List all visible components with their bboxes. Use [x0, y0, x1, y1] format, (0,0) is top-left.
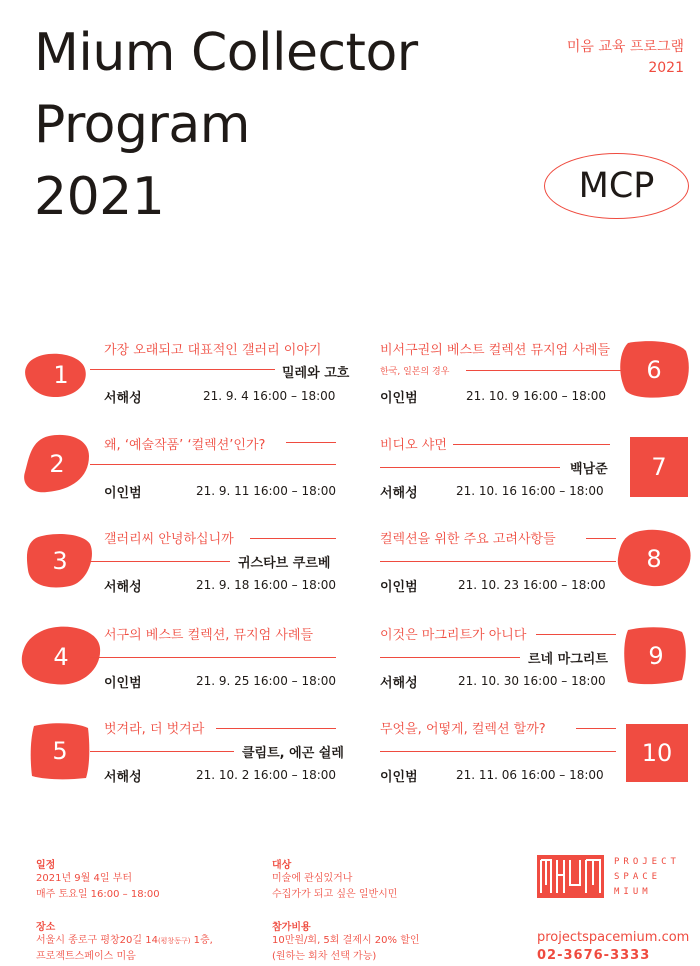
session-10	[350, 718, 680, 788]
schedule-line-1: 2021년 9월 4일 부터	[36, 873, 133, 884]
divider-line	[380, 561, 616, 562]
session-number: 5	[52, 737, 68, 765]
divider-line	[90, 751, 234, 752]
session-number: 1	[53, 361, 69, 389]
divider-line	[450, 444, 610, 445]
session-number: 9	[648, 642, 664, 670]
session-6	[350, 339, 680, 409]
session-speaker: 이인범	[104, 676, 142, 691]
session-date: 21. 9. 4 16:00 – 18:00	[203, 389, 336, 403]
session-speaker: 서해성	[104, 580, 142, 595]
session-subtitle: 백남준	[570, 458, 608, 477]
session-8	[350, 528, 680, 598]
session-speaker: 서해성	[104, 770, 142, 785]
session-speaker: 이인범	[380, 770, 418, 785]
program-year: 2021	[648, 60, 684, 76]
schedule-label: 일정	[36, 860, 56, 871]
title-line-3: 2021	[34, 167, 165, 227]
title-line-1: Mium Collector	[34, 23, 418, 83]
divider-line	[586, 538, 616, 539]
session-date: 21. 10. 30 16:00 – 18:00	[458, 674, 606, 688]
place-line-1: 서울시 종로구 평창20길 14(평창동구) 1층,	[36, 935, 213, 946]
session-date: 21. 11. 06 16:00 – 18:00	[456, 768, 604, 782]
logo-text-space: SPACE	[614, 872, 662, 882]
session-title: 컬렉션을 위한 주요 고려사항들	[380, 528, 562, 547]
divider-line	[90, 464, 336, 465]
fee-label: 참가비용	[272, 922, 311, 933]
program-tag: 미음 교육 프로그램	[566, 39, 684, 55]
session-number: 10	[626, 724, 688, 782]
divider-line	[216, 728, 336, 729]
session-title: 왜, ‘예술작품’ ‘컬렉션’인가?	[104, 434, 271, 453]
session-speaker: 이인범	[380, 580, 418, 595]
session-speaker: 서해성	[380, 486, 418, 501]
fee-line-1: 10만원/회, 5회 결제시 20% 할인	[272, 935, 420, 946]
session-title: 갤러리씨 안녕하십니까	[104, 528, 240, 547]
session-1	[20, 339, 350, 409]
session-date: 21. 9. 11 16:00 – 18:00	[196, 484, 337, 498]
session-3	[20, 528, 350, 598]
session-speaker: 서해성	[104, 391, 142, 406]
session-title: 무엇을, 어떻게, 컬렉션 할까?	[380, 718, 552, 737]
session-title: 서구의 베스트 컬렉션, 뮤지엄 사례들	[104, 624, 319, 643]
session-date: 21. 10. 23 16:00 – 18:00	[458, 578, 606, 592]
session-title: 벗겨라, 더 벗겨라	[104, 718, 210, 737]
divider-line	[286, 442, 336, 443]
session-date: 21. 10. 2 16:00 – 18:00	[196, 768, 337, 782]
phone-number[interactable]: 02-3676-3333	[537, 948, 651, 963]
session-speaker: 이인범	[104, 486, 142, 501]
session-title: 비디오 샤먼	[380, 434, 453, 453]
place-line-2: 프로젝트스페이스 미음	[36, 951, 136, 962]
target-line-1: 미술에 관심있거나	[272, 873, 353, 884]
session-title: 이것은 마그리트가 아니다	[380, 624, 532, 643]
session-5	[20, 718, 350, 788]
divider-line	[466, 370, 622, 371]
session-speaker: 이인범	[380, 391, 418, 406]
logo-text-project: PROJECT	[614, 857, 680, 867]
session-7	[350, 434, 680, 504]
session-date: 21. 10. 9 16:00 – 18:00	[466, 389, 607, 403]
title-line-2: Program	[34, 95, 250, 155]
session-4	[20, 624, 350, 694]
divider-line	[90, 657, 336, 658]
divider-line	[90, 561, 230, 562]
place-label: 장소	[36, 922, 56, 933]
session-number: 6	[646, 356, 662, 384]
session-number: 3	[52, 547, 68, 575]
session-subtitle: 귀스타브 쿠르베	[238, 552, 330, 571]
mium-logo-icon	[537, 855, 604, 898]
schedule-line-2: 매주 토요일 16:00 – 18:00	[36, 889, 160, 900]
session-speaker: 서해성	[380, 676, 418, 691]
session-number: 7	[630, 437, 688, 497]
target-label: 대상	[272, 860, 292, 871]
session-number: 4	[53, 643, 69, 671]
mcp-badge: MCP	[544, 153, 689, 219]
session-number: 8	[646, 545, 662, 573]
website-link[interactable]: projectspacemium.com	[537, 930, 690, 945]
session-date: 21. 10. 16 16:00 – 18:00	[456, 484, 604, 498]
session-date: 21. 9. 25 16:00 – 18:00	[196, 674, 337, 688]
divider-line	[250, 538, 336, 539]
logo-text-mium: MIUM	[614, 887, 652, 897]
divider-line	[380, 657, 520, 658]
session-number: 2	[49, 450, 65, 478]
session-title: 가장 오래되고 대표적인 갤러리 이야기	[104, 339, 327, 358]
divider-line	[576, 728, 616, 729]
divider-line	[536, 634, 616, 635]
session-subtitle: 클림트, 에곤 쉴레	[242, 742, 344, 761]
session-date: 21. 9. 18 16:00 – 18:00	[196, 578, 337, 592]
divider-line	[380, 467, 560, 468]
session-2	[20, 434, 350, 504]
divider-line	[90, 369, 275, 370]
target-line-2: 수집가가 되고 싶은 일반시민	[272, 889, 398, 900]
divider-line	[380, 751, 616, 752]
session-title: 비서구권의 베스트 컬렉션 뮤지엄 사례들	[380, 339, 616, 358]
fee-line-2: (원하는 회차 선택 가능)	[272, 951, 377, 962]
session-9	[350, 624, 680, 694]
session-note: 한국, 일본의 경우	[380, 367, 450, 377]
session-subtitle: 밀레와 고흐	[282, 362, 349, 381]
session-subtitle: 르네 마그리트	[528, 648, 608, 667]
